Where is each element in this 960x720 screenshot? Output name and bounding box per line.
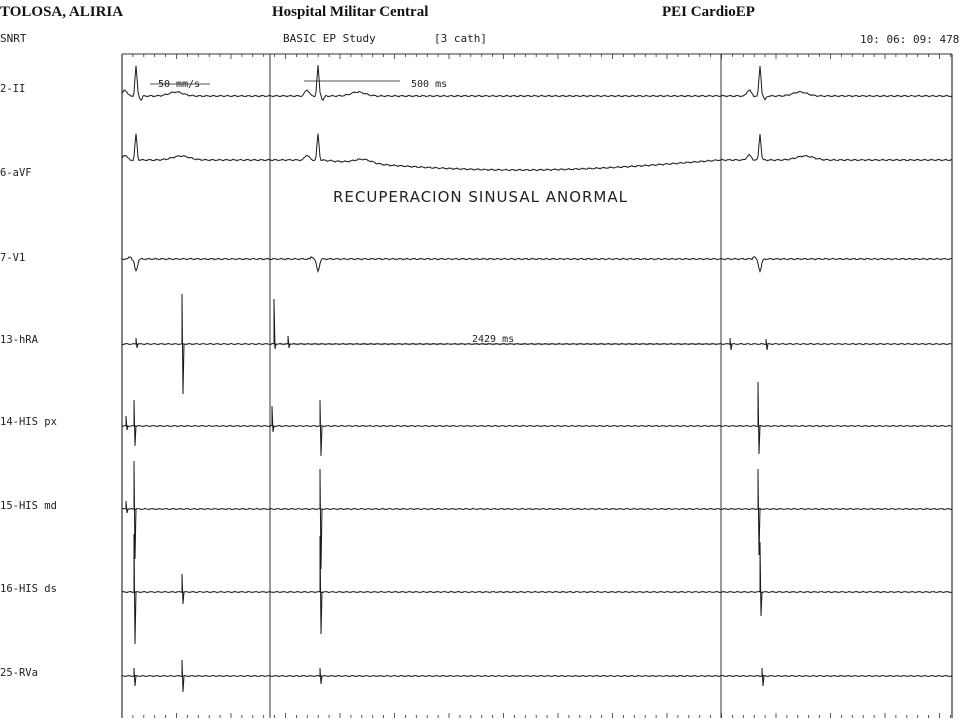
channel-label-7-v1: 7-V1: [0, 252, 26, 264]
study-label: BASIC EP Study: [283, 32, 376, 45]
cath-label: [3 cath]: [434, 32, 487, 45]
interval-annotation: 2429 ms: [472, 334, 515, 345]
trace-2-ii: [122, 65, 952, 100]
trace-7-v1: [122, 257, 952, 272]
system-name: PEI CardioEP: [662, 4, 755, 20]
channel-label-2-ii: 2-II: [0, 83, 26, 95]
channel-label-25-rva: 25-RVa: [0, 667, 38, 679]
time-ticks-bottom: [122, 713, 950, 718]
diagnosis-banner: RECUPERACION SINUSAL ANORMAL: [333, 188, 628, 206]
channel-label-14-his-px: 14-HIS px: [0, 416, 57, 428]
trace-16-his-ds: [122, 534, 952, 644]
timestamp: 10: 06: 09: 478: [860, 33, 960, 46]
hospital-name: Hospital Militar Central: [272, 4, 429, 20]
patient-name: TOLOSA, ALIRIA: [0, 4, 124, 20]
scale-annotation: 500 ms: [411, 79, 448, 90]
channel-label-13-hra: 13-hRA: [0, 334, 38, 346]
channel-label-15-his-md: 15-HIS md: [0, 500, 57, 512]
trace-15-his-md: [122, 461, 952, 569]
protocol-label: SNRT: [0, 32, 27, 45]
trace-6-avf: [122, 134, 952, 171]
time-ticks-top: [122, 54, 950, 59]
trace-25-rva: [122, 660, 952, 692]
channel-label-16-his-ds: 16-HIS ds: [0, 583, 57, 595]
trace-14-his-px: [122, 382, 952, 456]
channel-label-6-avf: 6-aVF: [0, 167, 32, 179]
trace-13-hra: [122, 294, 952, 394]
gain-annotation: 50 mm/s: [158, 79, 201, 90]
